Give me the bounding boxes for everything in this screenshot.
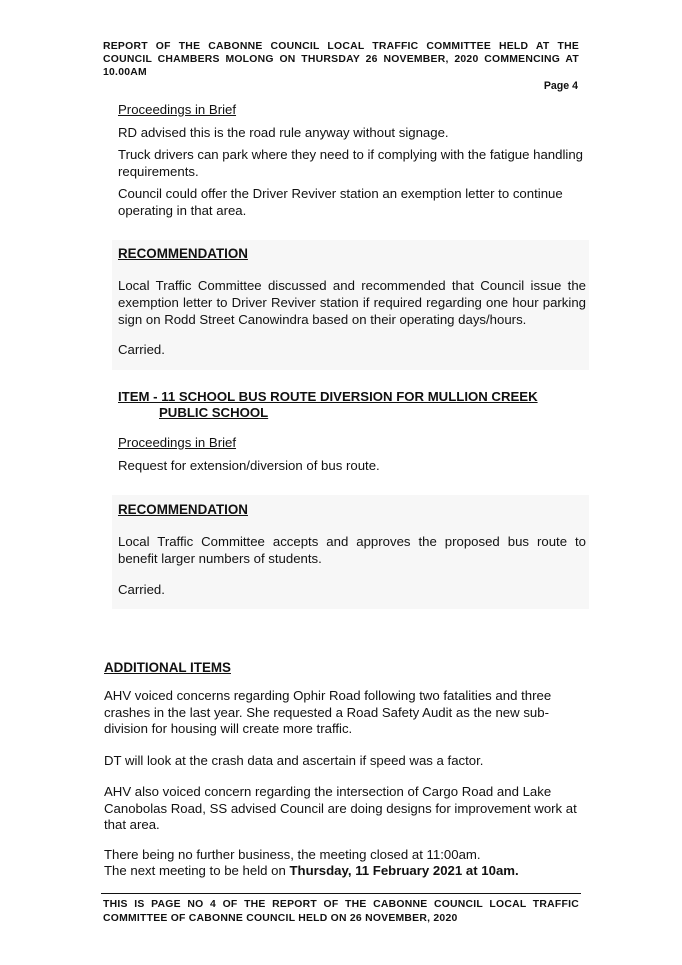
paragraph-crash-data: DT will look at the crash data and ascertain if speed was a factor. bbox=[104, 753, 484, 768]
page-number: Page 4 bbox=[543, 80, 578, 92]
carried-2: Carried. bbox=[118, 582, 165, 597]
footer-text: THIS IS PAGE NO 4 OF THE REPORT OF THE CABONNE COUNCIL LOCAL TRAFFIC COMMITTEE OF CABONNE COUNCIL HELD ON 26 NOVEMBER, 2020 bbox=[103, 899, 579, 924]
footer-rule bbox=[101, 893, 581, 894]
report-header-text: REPORT OF THE CABONNE COUNCIL LOCAL TRAFFIC COMMITTEE HELD AT THE COUNCIL CHAMBERS MOLONG ON THURSDAY 26 NOVEMBER, 2020 COMMENCING AT 10.00AM bbox=[103, 41, 579, 78]
paragraph-bus-route-request: Request for extension/diversion of bus route. bbox=[118, 458, 380, 473]
paragraph-rd-advised: RD advised this is the road rule anyway without signage. bbox=[118, 125, 449, 140]
proceedings-label-1: Proceedings in Brief bbox=[118, 102, 237, 117]
paragraph-truck-drivers: Truck drivers can park where they need to if complying with the fatigue handling requirements. bbox=[118, 147, 583, 179]
paragraph-cargo-road: AHV also voiced concern regarding the intersection of Cargo Road and Lake Canobolas Road, SS advised Council are doing designs for improvement work at that area. bbox=[104, 784, 577, 832]
next-meeting-prefix: The next meeting to be held on bbox=[104, 863, 290, 878]
recommendation-title-1: RECOMMENDATION bbox=[118, 246, 248, 261]
item-11-title bbox=[118, 389, 578, 421]
additional-items-title: ADDITIONAL ITEMS bbox=[104, 660, 231, 675]
carried-1: Carried. bbox=[118, 342, 165, 357]
recommendation-text-2: Local Traffic Committee accepts and approves the proposed bus route to benefit larger numbers of students. bbox=[118, 534, 586, 566]
next-meeting-date: Thursday, 11 February 2021 at 10am. bbox=[289, 863, 519, 878]
next-meeting-line bbox=[104, 863, 582, 880]
item-11-title-line1: ITEM - 11 SCHOOL BUS ROUTE DIVERSION FOR MULLION CREEK bbox=[118, 389, 538, 404]
recommendation-text-1: Local Traffic Committee discussed and recommended that Council issue the exemption letter to Driver Reviver station if required regarding one hour parking sign on Rodd Street Canowindra based on their operating days/hours. bbox=[118, 278, 586, 327]
closing-line: There being no further business, the meeting closed at 11:00am. bbox=[104, 847, 481, 862]
report-header-title bbox=[103, 40, 579, 79]
proceedings-label-2: Proceedings in Brief bbox=[118, 435, 237, 450]
item-11-title-line2: PUBLIC SCHOOL bbox=[159, 405, 269, 420]
paragraph-council-offer: Council could offer the Driver Reviver station an exemption letter to continue operating in that area. bbox=[118, 186, 563, 218]
recommendation-title-2: RECOMMENDATION bbox=[118, 502, 248, 517]
paragraph-ophir-road: AHV voiced concerns regarding Ophir Road following two fatalities and three crashes in the last year. She requested a Road Safety Audit as the new sub-division for housing will create more traffic. bbox=[104, 688, 552, 736]
